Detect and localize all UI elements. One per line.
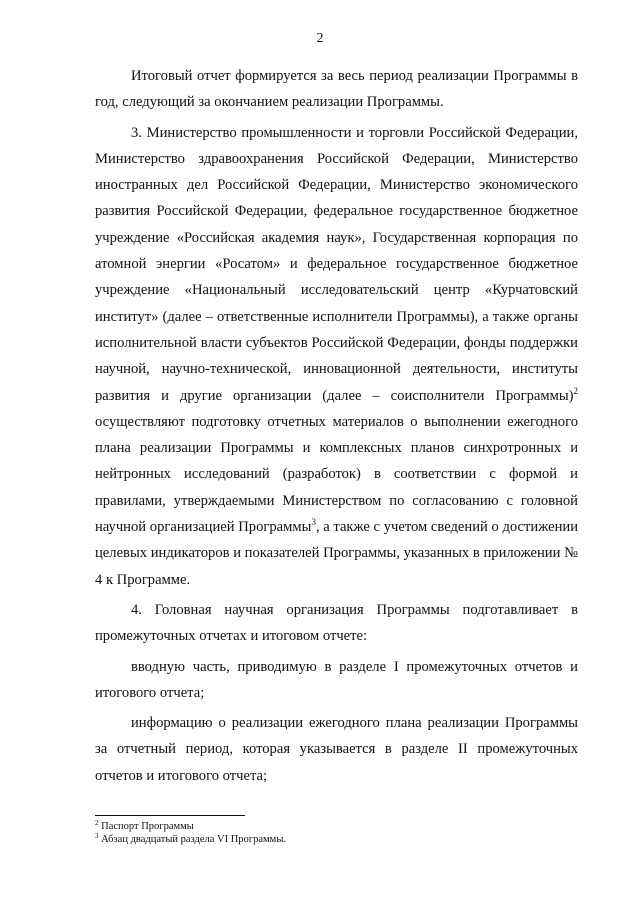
paragraph-final-report: Итоговый отчет формируется за весь период реализации Программы в год, следующий за окончанием реализации Программы. — [95, 68, 578, 111]
page-number: 2 — [316, 31, 324, 46]
footnote-ref: 3 — [311, 517, 316, 528]
footnote-mark: 2 — [95, 819, 99, 827]
footnote-text: Абзац двадцатый раздела VI Программы. — [98, 834, 286, 845]
paragraph-text: 3. Министерство промышленности и торговли Российской Федерации, Министерство здравоохранения Российской Федерации, Министерство иностранных дел Российской Федерации, Министерство экономического развития Российской Федерации, федеральное государственное бюджетное учреждение «Российская академия наук», Государственная корпорация по атомной энергии «Росатом» и федеральное государственное бюджетное учреждение «Национальный исследовательский центр «Курчатовский институт» (далее – ответственные исполнители Программы), а также органы исполнительной власти субъектов Российской Федерации, фонды поддержки научной, научно-технической, инновационной деятельности, институты развития и другие организации (далее – соисполнители Программы) — [95, 124, 578, 404]
paragraph-text: осуществляют подготовку отчетных материалов о выполнении ежегодного плана реализации Программы и комплексных планов синхротронных и нейтронных исследований (разработок) в соответствии с формой и правилами, утверждаемыми Министерством по согласованию с головной научной организацией Программы — [95, 413, 578, 536]
footnote-text: Паспорт Программы — [98, 821, 194, 832]
footnote — [95, 833, 575, 846]
paragraph-text: , а также с учетом сведений о достижении целевых индикаторов и показателей Программы, указанных в приложении № 4 к Программе. — [95, 519, 579, 588]
paragraph-intro-part: вводную часть, приводимую в разделе I промежуточных отчетов и итогового отчета; — [95, 658, 578, 701]
paragraph-responsible-executors — [95, 120, 578, 593]
footnotes — [95, 820, 575, 846]
paragraph-head-organization: 4. Головная научная организация Программы подготавливает в промежуточных отчетах и итоговом отчете: — [95, 601, 578, 645]
footnote — [95, 820, 575, 833]
body-text — [95, 63, 578, 789]
footnote-mark: 3 — [95, 832, 99, 840]
paragraph-annual-plan-info: информацию о реализации ежегодного плана реализации Программы за отчетный период, которая указывается в разделе II промежуточных отчетов и итогового отчета; — [95, 715, 578, 784]
footnote-ref: 2 — [573, 385, 578, 396]
footnote-separator — [95, 815, 245, 816]
